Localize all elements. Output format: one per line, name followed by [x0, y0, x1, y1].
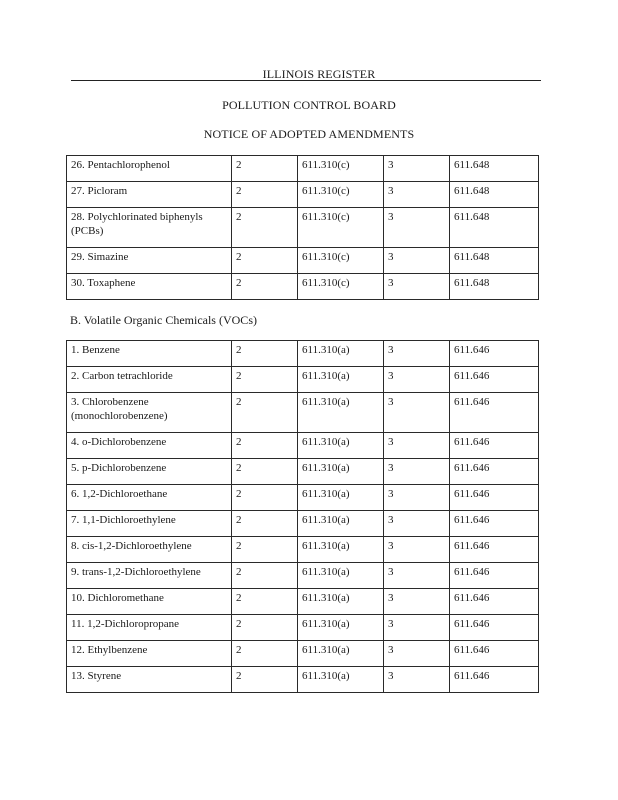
col-4-value: 3: [384, 667, 450, 693]
method-ref: 611.648: [450, 274, 539, 300]
table-row: [67, 511, 539, 537]
contaminant-name: 9. trans-1,2-Dichloroethylene: [67, 563, 232, 589]
col-4-value: 3: [384, 367, 450, 393]
section-ref: 611.310(a): [298, 459, 384, 485]
contaminant-name: 7. 1,1-Dichloroethylene: [67, 511, 232, 537]
section-ref: 611.310(a): [298, 393, 384, 433]
table-row: [67, 459, 539, 485]
header-rule: [71, 80, 541, 81]
table-row: [67, 563, 539, 589]
col-2-value: 2: [232, 274, 298, 300]
col-2-value: 2: [232, 341, 298, 367]
col-4-value: 3: [384, 248, 450, 274]
contaminant-name: 6. 1,2-Dichloroethane: [67, 485, 232, 511]
table-row: [67, 589, 539, 615]
col-4-value: 3: [384, 485, 450, 511]
method-ref: 611.648: [450, 248, 539, 274]
col-2-value: 2: [232, 485, 298, 511]
col-4-value: 3: [384, 459, 450, 485]
contaminant-name: 28. Polychlorinated biphenyls (PCBs): [67, 208, 232, 248]
table-row: [67, 274, 539, 300]
contaminant-name: 1. Benzene: [67, 341, 232, 367]
method-ref: 611.646: [450, 667, 539, 693]
section-ref: 611.310(a): [298, 537, 384, 563]
method-ref: 611.646: [450, 563, 539, 589]
board-title: POLLUTION CONTROL BOARD: [222, 98, 396, 112]
col-4-value: 3: [384, 182, 450, 208]
section-ref: 611.310(c): [298, 274, 384, 300]
method-ref: 611.646: [450, 537, 539, 563]
contaminant-name: 4. o-Dichlorobenzene: [67, 433, 232, 459]
col-2-value: 2: [232, 393, 298, 433]
table-row: [67, 667, 539, 693]
method-ref: 611.646: [450, 393, 539, 433]
col-2-value: 2: [232, 459, 298, 485]
col-4-value: 3: [384, 274, 450, 300]
col-4-value: 3: [384, 641, 450, 667]
section-ref: 611.310(a): [298, 641, 384, 667]
col-4-value: 3: [384, 511, 450, 537]
section-ref: 611.310(c): [298, 156, 384, 182]
col-2-value: 2: [232, 156, 298, 182]
contaminant-name: 5. p-Dichlorobenzene: [67, 459, 232, 485]
col-4-value: 3: [384, 589, 450, 615]
table-row: [67, 433, 539, 459]
section-ref: 611.310(a): [298, 667, 384, 693]
col-4-value: 3: [384, 537, 450, 563]
col-2-value: 2: [232, 433, 298, 459]
table-row: [67, 615, 539, 641]
table-row: [67, 367, 539, 393]
col-2-value: 2: [232, 667, 298, 693]
col-4-value: 3: [384, 341, 450, 367]
table-row: [67, 248, 539, 274]
section-ref: 611.310(a): [298, 341, 384, 367]
synthetic-organic-table: [66, 155, 539, 300]
col-4-value: 3: [384, 615, 450, 641]
contaminant-name: 8. cis-1,2-Dichloroethylene: [67, 537, 232, 563]
section-ref: 611.310(a): [298, 511, 384, 537]
section-ref: 611.310(a): [298, 485, 384, 511]
col-2-value: 2: [232, 615, 298, 641]
col-2-value: 2: [232, 182, 298, 208]
contaminant-name: 3. Chlorobenzene (monochlorobenzene): [67, 393, 232, 433]
contaminant-name: 29. Simazine: [67, 248, 232, 274]
col-2-value: 2: [232, 589, 298, 615]
table-row: [67, 393, 539, 433]
method-ref: 611.648: [450, 208, 539, 248]
method-ref: 611.646: [450, 433, 539, 459]
col-2-value: 2: [232, 208, 298, 248]
col-4-value: 3: [384, 156, 450, 182]
table-row: [67, 208, 539, 248]
table-row: [67, 341, 539, 367]
method-ref: 611.646: [450, 341, 539, 367]
method-ref: 611.646: [450, 589, 539, 615]
method-ref: 611.646: [450, 615, 539, 641]
section-ref: 611.310(a): [298, 367, 384, 393]
method-ref: 611.646: [450, 485, 539, 511]
table-row: [67, 182, 539, 208]
contaminant-name: 27. Picloram: [67, 182, 232, 208]
method-ref: 611.646: [450, 511, 539, 537]
method-ref: 611.646: [450, 641, 539, 667]
contaminant-name: 10. Dichloromethane: [67, 589, 232, 615]
col-2-value: 2: [232, 641, 298, 667]
section-ref: 611.310(a): [298, 433, 384, 459]
section-ref: 611.310(a): [298, 615, 384, 641]
contaminant-name: 2. Carbon tetrachloride: [67, 367, 232, 393]
col-2-value: 2: [232, 537, 298, 563]
section-ref: 611.310(a): [298, 563, 384, 589]
contaminant-name: 11. 1,2-Dichloropropane: [67, 615, 232, 641]
method-ref: 611.648: [450, 182, 539, 208]
table-row: [67, 485, 539, 511]
section-ref: 611.310(a): [298, 589, 384, 615]
contaminant-name: 13. Styrene: [67, 667, 232, 693]
table-row: [67, 156, 539, 182]
col-2-value: 2: [232, 563, 298, 589]
col-2-value: 2: [232, 248, 298, 274]
col-4-value: 3: [384, 208, 450, 248]
col-2-value: 2: [232, 367, 298, 393]
section-ref: 611.310(c): [298, 208, 384, 248]
contaminant-name: 30. Toxaphene: [67, 274, 232, 300]
col-4-value: 3: [384, 433, 450, 459]
table-row: [67, 641, 539, 667]
voc-table: [66, 340, 539, 693]
notice-title: NOTICE OF ADOPTED AMENDMENTS: [203, 127, 415, 141]
section-ref: 611.310(c): [298, 248, 384, 274]
contaminant-name: 12. Ethylbenzene: [67, 641, 232, 667]
col-2-value: 2: [232, 511, 298, 537]
col-4-value: 3: [384, 563, 450, 589]
contaminant-name: 26. Pentachlorophenol: [67, 156, 232, 182]
section-b-title: B. Volatile Organic Chemicals (VOCs): [70, 313, 257, 327]
section-ref: 611.310(c): [298, 182, 384, 208]
register-title: ILLINOIS REGISTER: [262, 67, 376, 81]
table-row: [67, 537, 539, 563]
method-ref: 611.646: [450, 367, 539, 393]
col-4-value: 3: [384, 393, 450, 433]
method-ref: 611.646: [450, 459, 539, 485]
method-ref: 611.648: [450, 156, 539, 182]
